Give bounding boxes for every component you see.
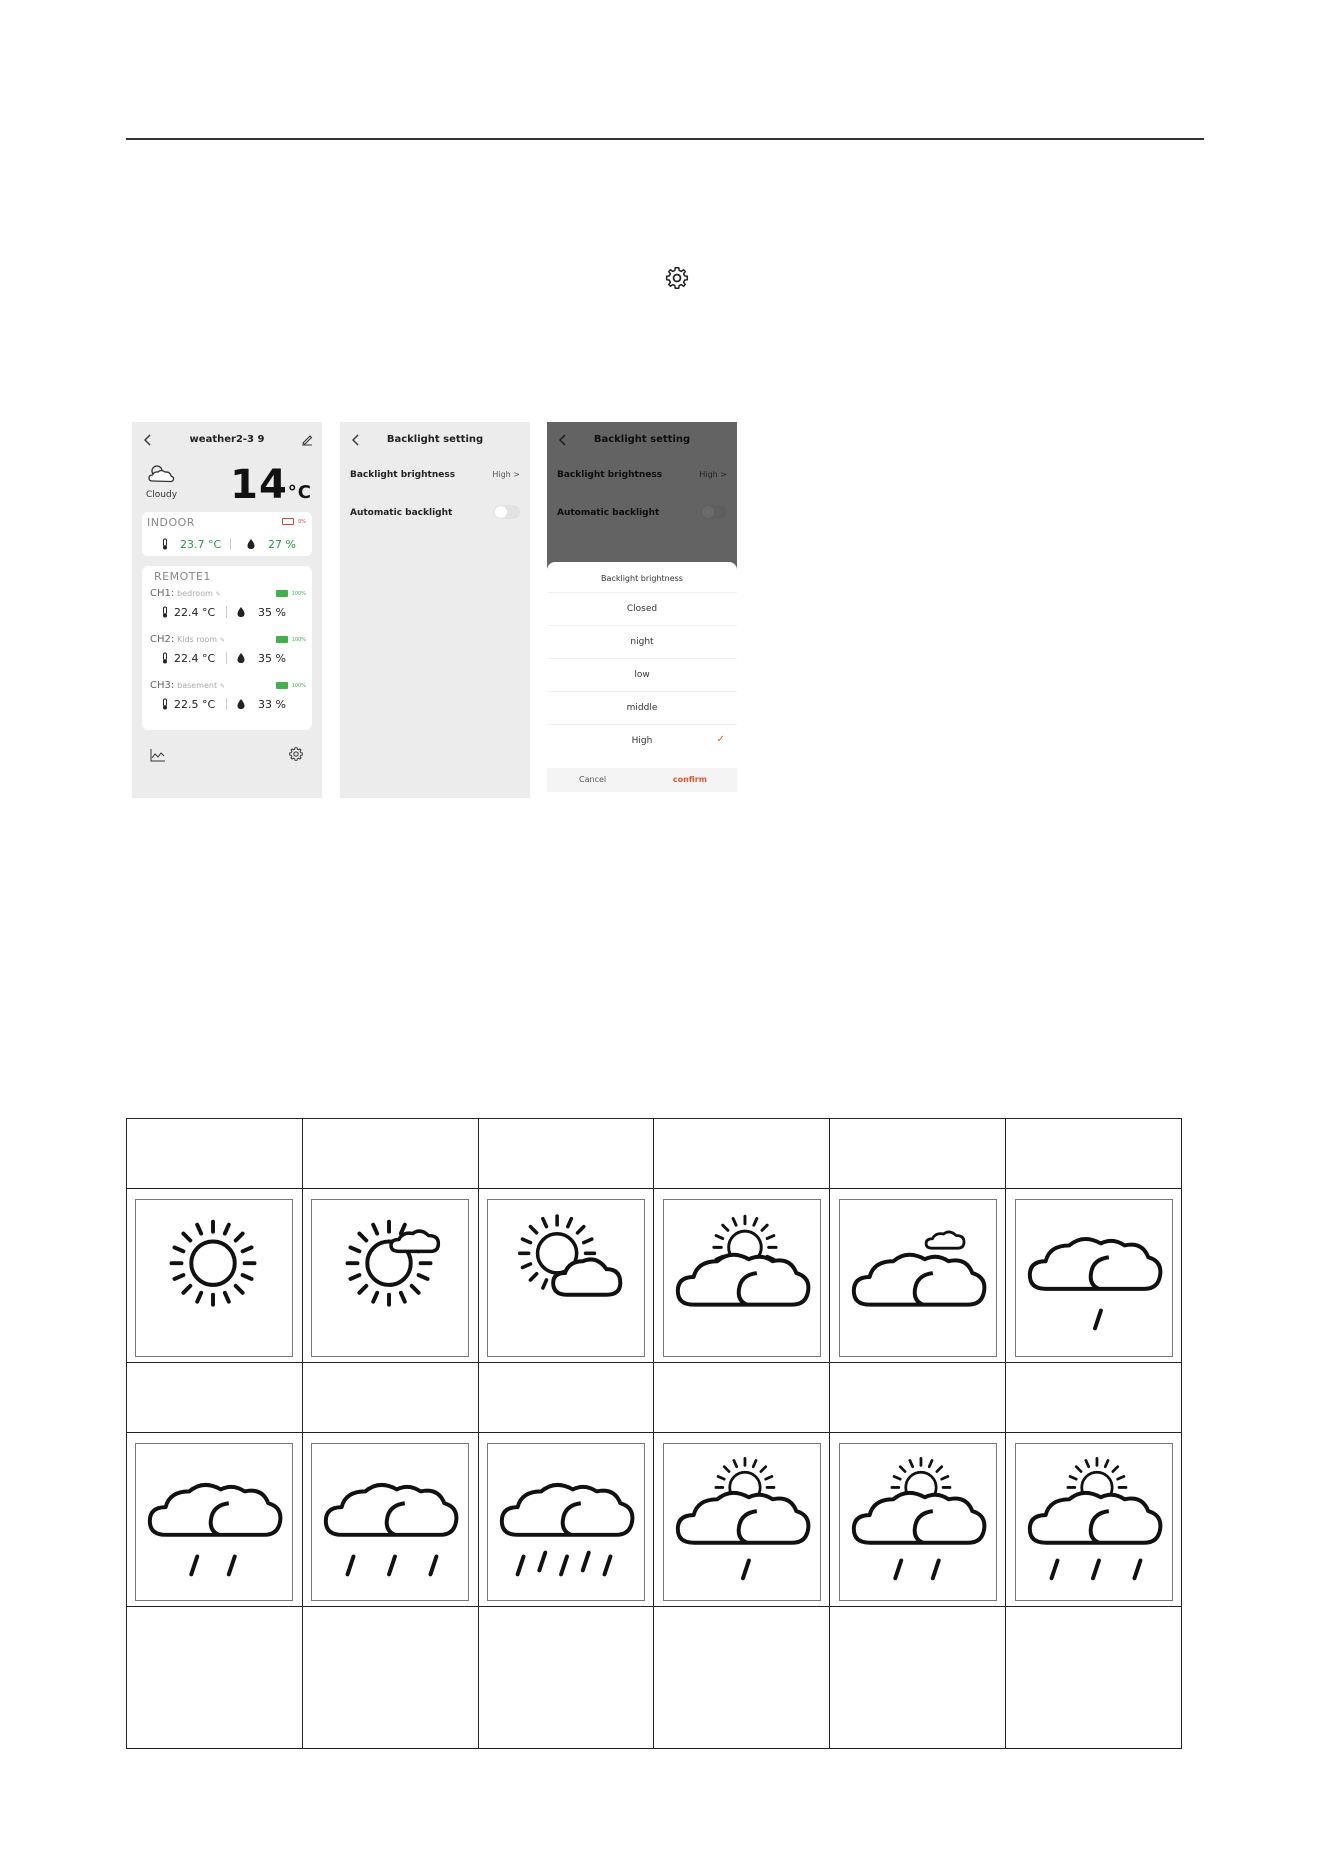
- channel-temperature: 22.4 °C: [174, 652, 216, 665]
- settings-gear-icon[interactable]: [288, 746, 304, 762]
- table-cell: [127, 1363, 303, 1433]
- automatic-backlight-row: [350, 508, 520, 518]
- thermometer-icon: [160, 698, 170, 710]
- device-title: weather2-3 9: [189, 434, 265, 445]
- channel-humidity: 35 %: [258, 652, 286, 665]
- gear-icon: [664, 265, 690, 291]
- divider: [226, 652, 227, 664]
- table-cell: [654, 1363, 830, 1433]
- sun-rain-icon: [840, 1444, 996, 1600]
- sunny-icon: [136, 1200, 292, 1356]
- table-cell: [654, 1119, 830, 1189]
- thermometer-icon: [160, 606, 170, 618]
- automatic-backlight-toggle[interactable]: [494, 505, 520, 519]
- thermometer-icon: [160, 538, 170, 550]
- chart-icon[interactable]: [150, 748, 166, 762]
- header: [132, 432, 322, 452]
- outdoor-temperature: 14°C: [230, 462, 312, 508]
- sheet-footer: [547, 768, 737, 792]
- battery-level: 100%: [291, 637, 306, 643]
- channel-temperature: 22.4 °C: [174, 606, 216, 619]
- moderate-rain-icon: [312, 1444, 468, 1600]
- battery-level: 100%: [291, 591, 306, 597]
- battery-icon: [276, 590, 288, 597]
- channel-label: CH2: Kids room ✎: [150, 634, 225, 645]
- sun-light-rain-icon: [664, 1444, 820, 1600]
- battery-icon: [276, 636, 288, 643]
- header: [340, 432, 530, 452]
- brightness-picker-screen: [547, 422, 737, 798]
- table-cell: [478, 1119, 654, 1189]
- setting-label: Automatic backlight: [350, 508, 453, 518]
- cloudy-icon: [146, 462, 176, 486]
- table-cell: [478, 1607, 654, 1749]
- edit-icon: ✎: [219, 683, 226, 690]
- humidity-icon: [246, 538, 256, 550]
- setting-value: High >: [492, 470, 520, 479]
- option-high[interactable]: High ✓: [547, 724, 737, 757]
- cancel-button[interactable]: Cancel: [579, 775, 607, 784]
- sheet-title: Backlight brightness: [601, 574, 683, 583]
- option-middle[interactable]: middle: [547, 691, 737, 724]
- table-cell: [1006, 1363, 1182, 1433]
- channel-humidity: 33 %: [258, 698, 286, 711]
- table-cell: [127, 1119, 303, 1189]
- confirm-button[interactable]: confirm: [672, 775, 707, 784]
- indoor-label: INDOOR: [147, 516, 195, 529]
- setting-label: Backlight brightness: [350, 470, 456, 480]
- remote-card[interactable]: [142, 566, 312, 730]
- table-cell: [830, 1363, 1006, 1433]
- table-cell: [1006, 1607, 1182, 1749]
- channel-label: CH1: bedroom ✎: [150, 588, 221, 599]
- page-divider: [126, 138, 1204, 140]
- weather-icon-table: [126, 1118, 1182, 1749]
- table-cell: [830, 1119, 1006, 1189]
- condition-label: Cloudy: [146, 490, 178, 500]
- indoor-card[interactable]: [142, 512, 312, 556]
- thermometer-icon: [160, 652, 170, 664]
- backlight-setting-screen: [340, 422, 530, 798]
- cloudy-icon: [840, 1200, 996, 1356]
- cloudy-sun-icon: [664, 1200, 820, 1356]
- channel-temperature: 22.5 °C: [174, 698, 216, 711]
- sunny-small-cloud-icon: [312, 1200, 468, 1356]
- table-cell: [302, 1119, 478, 1189]
- light-rain-icon: [1016, 1200, 1172, 1356]
- humidity-icon: [236, 652, 246, 664]
- battery-level: 0%: [298, 519, 306, 525]
- option-low[interactable]: low: [547, 658, 737, 691]
- battery-icon: [276, 682, 288, 689]
- edit-icon: ✎: [215, 591, 221, 598]
- brightness-picker-sheet: [547, 562, 737, 798]
- table-cell: [302, 1363, 478, 1433]
- sun-behind-cloud-icon: [488, 1200, 644, 1356]
- table-cell: [127, 1607, 303, 1749]
- backlight-brightness-row[interactable]: [350, 470, 520, 480]
- sun-moderate-rain-icon: [1016, 1444, 1172, 1600]
- rain-icon: [136, 1444, 292, 1600]
- page-title: Backlight setting: [386, 434, 484, 445]
- table-cell: [654, 1607, 830, 1749]
- channel-label: CH3: basement ✎: [150, 680, 226, 691]
- heavy-rain-icon: [488, 1444, 644, 1600]
- divider: [226, 606, 227, 618]
- edit-icon[interactable]: [300, 432, 314, 446]
- checkmark-icon: ✓: [716, 734, 725, 745]
- battery-level: 100%: [291, 683, 306, 689]
- humidity-icon: [236, 606, 246, 618]
- indoor-temperature: 23.7 °C: [180, 538, 222, 551]
- edit-icon: ✎: [219, 637, 225, 644]
- humidity-icon: [236, 698, 246, 710]
- divider: [230, 538, 231, 550]
- table-cell: [302, 1607, 478, 1749]
- table-cell: [1006, 1119, 1182, 1189]
- divider: [226, 698, 227, 710]
- option-night[interactable]: night: [547, 625, 737, 658]
- home-screen: [132, 422, 322, 798]
- option-closed[interactable]: Closed: [547, 592, 737, 625]
- table-cell: [478, 1363, 654, 1433]
- table-cell: [830, 1607, 1006, 1749]
- indoor-humidity: 27 %: [268, 538, 296, 551]
- battery-icon: [282, 518, 294, 525]
- remote-label: REMOTE1: [154, 570, 211, 583]
- channel-humidity: 35 %: [258, 606, 286, 619]
